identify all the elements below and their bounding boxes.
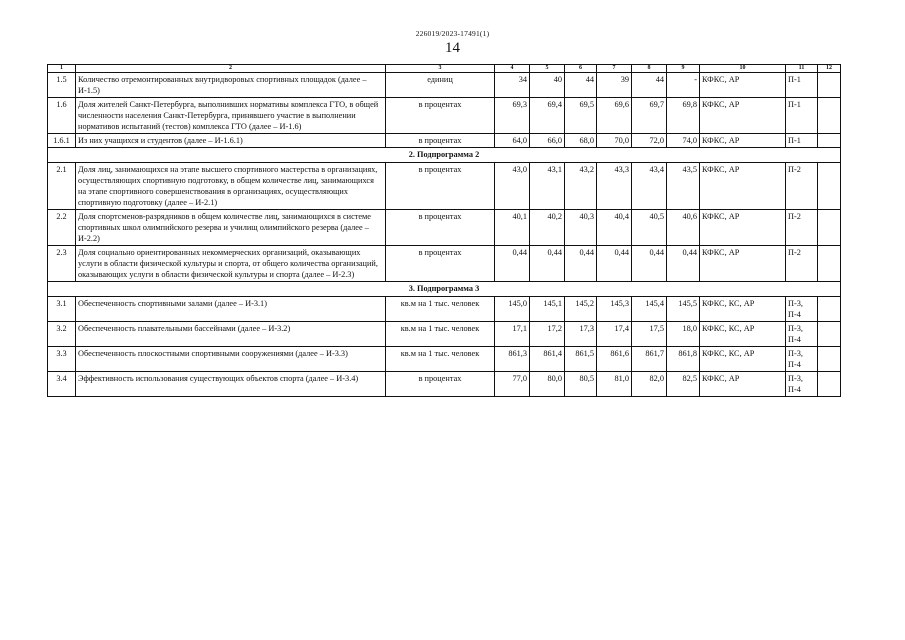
table-row — [48, 163, 841, 210]
value-cell: 145,2 — [565, 297, 597, 322]
column-number-cell: 4 — [495, 65, 530, 73]
value-cell: 17,1 — [495, 322, 530, 347]
extra-cell — [818, 372, 841, 397]
value-cell: 64,0 — [495, 134, 530, 148]
subprogram-cell: П-2 — [786, 163, 818, 210]
responsible-cell: КФКС, АР — [700, 246, 786, 282]
responsible-cell: КФКС, АР — [700, 134, 786, 148]
value-cell: 17,5 — [632, 322, 667, 347]
indicator-name: Доля социально ориентированных некоммерческих организаций, оказывающих услуги в области физической культуры и спорта, от общего количества организаций, оказывающих услуги в области физической культуры и спорта (далее – И-2.3) — [76, 246, 386, 282]
page-number: 14 — [445, 40, 460, 56]
indicator-name: Эффективность использования существующих объектов спорта (далее – И-3.4) — [76, 372, 386, 397]
subprogram-cell: П-2 — [786, 246, 818, 282]
value-cell: 0,44 — [667, 246, 700, 282]
value-cell: 145,1 — [530, 297, 565, 322]
row-number: 1.5 — [48, 73, 76, 98]
unit-cell: кв.м на 1 тыс. человек — [386, 322, 495, 347]
value-cell: 80,5 — [565, 372, 597, 397]
value-cell: 82,5 — [667, 372, 700, 397]
table-row — [48, 134, 841, 148]
table-row — [48, 372, 841, 397]
value-cell: 77,0 — [495, 372, 530, 397]
responsible-cell: КФКС, КС, АР — [700, 347, 786, 372]
value-cell: 861,5 — [565, 347, 597, 372]
value-cell: 40,2 — [530, 210, 565, 246]
column-number-cell: 7 — [597, 65, 632, 73]
column-number-cell: 5 — [530, 65, 565, 73]
value-cell: 0,44 — [597, 246, 632, 282]
indicator-name: Обеспеченность плавательными бассейнами (далее – И-3.2) — [76, 322, 386, 347]
subprogram-cell: П-2 — [786, 210, 818, 246]
responsible-cell: КФКС, АР — [700, 210, 786, 246]
value-cell: 0,44 — [632, 246, 667, 282]
unit-cell: в процентах — [386, 372, 495, 397]
value-cell: 43,2 — [565, 163, 597, 210]
value-cell: 861,6 — [597, 347, 632, 372]
responsible-cell: КФКС, АР — [700, 98, 786, 134]
value-cell: 145,5 — [667, 297, 700, 322]
document-id: 226019/2023-17491(1) — [415, 29, 490, 38]
table-body — [48, 65, 841, 397]
extra-cell — [818, 246, 841, 282]
extra-cell — [818, 297, 841, 322]
row-number: 3.3 — [48, 347, 76, 372]
value-cell: 72,0 — [632, 134, 667, 148]
value-cell: 861,8 — [667, 347, 700, 372]
extra-cell — [818, 322, 841, 347]
row-number: 2.3 — [48, 246, 76, 282]
value-cell: 0,44 — [495, 246, 530, 282]
value-cell: 17,3 — [565, 322, 597, 347]
extra-cell — [818, 73, 841, 98]
table-row — [48, 297, 841, 322]
value-cell: 861,7 — [632, 347, 667, 372]
indicator-name: Обеспеченность плоскостными спортивными сооружениями (далее – И-3.3) — [76, 347, 386, 372]
value-cell: 145,4 — [632, 297, 667, 322]
value-cell: 40,4 — [597, 210, 632, 246]
value-cell: 43,5 — [667, 163, 700, 210]
indicator-name: Обеспеченность спортивными залами (далее – И-3.1) — [76, 297, 386, 322]
extra-cell — [818, 210, 841, 246]
unit-cell: кв.м на 1 тыс. человек — [386, 347, 495, 372]
extra-cell — [818, 98, 841, 134]
responsible-cell: КФКС, АР — [700, 163, 786, 210]
value-cell: 0,44 — [565, 246, 597, 282]
extra-cell — [818, 347, 841, 372]
value-cell: 69,6 — [597, 98, 632, 134]
value-cell: 861,4 — [530, 347, 565, 372]
row-number: 3.2 — [48, 322, 76, 347]
value-cell: 861,3 — [495, 347, 530, 372]
subprogram-cell: П-1 — [786, 73, 818, 98]
table-row — [48, 73, 841, 98]
table-row — [48, 322, 841, 347]
column-number-cell: 10 — [700, 65, 786, 73]
column-number-row — [48, 65, 841, 73]
unit-cell: единиц — [386, 73, 495, 98]
column-number-cell: 8 — [632, 65, 667, 73]
subprogram-cell: П-3, П-4 — [786, 372, 818, 397]
value-cell: 44 — [565, 73, 597, 98]
unit-cell: в процентах — [386, 134, 495, 148]
row-number: 1.6.1 — [48, 134, 76, 148]
row-number: 3.4 — [48, 372, 76, 397]
section-header-row — [48, 148, 841, 163]
subprogram-cell: П-1 — [786, 98, 818, 134]
value-cell: 66,0 — [530, 134, 565, 148]
value-cell: 81,0 — [597, 372, 632, 397]
column-number-cell: 12 — [818, 65, 841, 73]
indicator-name: Количество отремонтированных внутридворовых спортивных площадок (далее – И-1.5) — [76, 73, 386, 98]
value-cell: 43,1 — [530, 163, 565, 210]
value-cell: 43,3 — [597, 163, 632, 210]
value-cell: 69,5 — [565, 98, 597, 134]
value-cell: 70,0 — [597, 134, 632, 148]
value-cell: 68,0 — [565, 134, 597, 148]
column-number-cell: 6 — [565, 65, 597, 73]
value-cell: 40 — [530, 73, 565, 98]
value-cell: 74,0 — [667, 134, 700, 148]
table-row — [48, 210, 841, 246]
column-number-cell: 2 — [76, 65, 386, 73]
value-cell: 43,0 — [495, 163, 530, 210]
value-cell: 69,4 — [530, 98, 565, 134]
value-cell: 34 — [495, 73, 530, 98]
subprogram-cell: П-3, П-4 — [786, 347, 818, 372]
table-row — [48, 246, 841, 282]
table-row — [48, 98, 841, 134]
value-cell: 40,1 — [495, 210, 530, 246]
value-cell: 44 — [632, 73, 667, 98]
subprogram-cell: П-3, П-4 — [786, 297, 818, 322]
section-header-row — [48, 282, 841, 297]
value-cell: 43,4 — [632, 163, 667, 210]
value-cell: 145,3 — [597, 297, 632, 322]
row-number: 3.1 — [48, 297, 76, 322]
value-cell: 40,6 — [667, 210, 700, 246]
value-cell: 40,5 — [632, 210, 667, 246]
value-cell: - — [667, 73, 700, 98]
indicator-name: Доля лиц, занимающихся на этапе высшего спортивного мастерства в организациях, осуществляющих спортивную подготовку, в общем количестве лиц, занимающихся на этапе спортивного совершенствования в организациях, осуществляющих спортивную подготовку (далее – И-2.1) — [76, 163, 386, 210]
value-cell: 17,2 — [530, 322, 565, 347]
indicators-table — [47, 64, 841, 397]
column-number-cell: 1 — [48, 65, 76, 73]
row-number: 1.6 — [48, 98, 76, 134]
value-cell: 145,0 — [495, 297, 530, 322]
subprogram-cell: П-1 — [786, 134, 818, 148]
row-number: 2.2 — [48, 210, 76, 246]
unit-cell: в процентах — [386, 98, 495, 134]
column-number-cell: 11 — [786, 65, 818, 73]
indicator-name: Из них учащихся и студентов (далее – И-1.6.1) — [76, 134, 386, 148]
indicator-name: Доля жителей Санкт-Петербурга, выполнивших нормативы комплекса ГТО, в общей численности населения Санкт-Петербурга, принявшего участие в выполнении нормативов испытаний (тестов) комплекса ГТО (далее – И-1.6) — [76, 98, 386, 134]
responsible-cell: КФКС, КС, АР — [700, 322, 786, 347]
indicator-name: Доля спортсменов-разрядников в общем количестве лиц, занимающихся в системе спортивных школ олимпийского резерва и училищ олимпийского резерва (далее – И-2.2) — [76, 210, 386, 246]
unit-cell: в процентах — [386, 246, 495, 282]
value-cell: 69,3 — [495, 98, 530, 134]
section-title: 2. Подпрограмма 2 — [48, 148, 841, 163]
responsible-cell: КФКС, АР — [700, 372, 786, 397]
value-cell: 69,7 — [632, 98, 667, 134]
value-cell: 18,0 — [667, 322, 700, 347]
unit-cell: кв.м на 1 тыс. человек — [386, 297, 495, 322]
section-title: 3. Подпрограмма 3 — [48, 282, 841, 297]
table-row — [48, 347, 841, 372]
value-cell: 17,4 — [597, 322, 632, 347]
subprogram-cell: П-3, П-4 — [786, 322, 818, 347]
value-cell: 80,0 — [530, 372, 565, 397]
value-cell: 0,44 — [530, 246, 565, 282]
column-number-cell: 3 — [386, 65, 495, 73]
value-cell: 82,0 — [632, 372, 667, 397]
extra-cell — [818, 163, 841, 210]
responsible-cell: КФКС, АР — [700, 73, 786, 98]
value-cell: 69,8 — [667, 98, 700, 134]
unit-cell: в процентах — [386, 163, 495, 210]
responsible-cell: КФКС, КС, АР — [700, 297, 786, 322]
row-number: 2.1 — [48, 163, 76, 210]
value-cell: 39 — [597, 73, 632, 98]
value-cell: 40,3 — [565, 210, 597, 246]
unit-cell: в процентах — [386, 210, 495, 246]
extra-cell — [818, 134, 841, 148]
column-number-cell: 9 — [667, 65, 700, 73]
